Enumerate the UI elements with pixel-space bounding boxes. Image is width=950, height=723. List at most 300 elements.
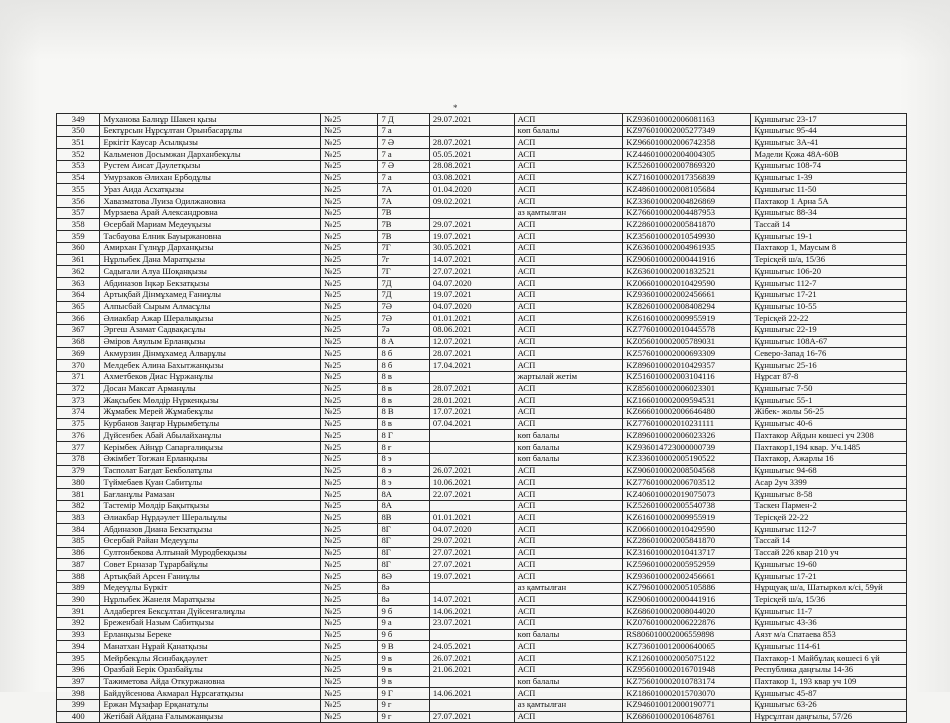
school-number-cell: №25: [321, 289, 378, 301]
row-number-cell: 376: [57, 430, 100, 442]
student-name-cell: Досан Максат Арманұлы: [100, 383, 321, 395]
date-cell: 19.07.2021: [429, 289, 514, 301]
date-cell: 14.07.2021: [429, 254, 514, 266]
date-cell: 04.07.2020: [429, 524, 514, 536]
class-cell: 8А: [378, 489, 429, 501]
category-cell: АСП: [514, 266, 623, 278]
account-number-cell: KZ976010002005277349: [623, 125, 751, 137]
address-cell: Құншығыс 3А-41: [751, 137, 907, 149]
date-cell: 01.01.2021: [429, 512, 514, 524]
student-name-cell: Мелдебек Алина Бахытжанқызы: [100, 360, 321, 372]
date-cell: 12.07.2021: [429, 336, 514, 348]
school-number-cell: №25: [321, 676, 378, 688]
row-number-cell: 362: [57, 266, 100, 278]
student-name-cell: Тажиметова Айда Откуржановна: [100, 676, 321, 688]
class-cell: 8Г: [378, 559, 429, 571]
table-row: [57, 395, 907, 407]
school-number-cell: №25: [321, 371, 378, 383]
account-number-cell: KZ636010002001832521: [623, 266, 751, 278]
school-number-cell: №25: [321, 629, 378, 641]
class-cell: 9 б: [378, 629, 429, 641]
row-number-cell: 352: [57, 149, 100, 161]
student-name-cell: Эргеш Азамат Садвақасұлы: [100, 324, 321, 336]
address-cell: Құншығыс 17-21: [751, 289, 907, 301]
account-number-cell: KZ776010002010231111: [623, 418, 751, 430]
class-cell: 7В: [378, 231, 429, 243]
account-number-cell: KZ766010002004487953: [623, 207, 751, 219]
row-number-cell: 355: [57, 184, 100, 196]
address-cell: Құншығыс 11-7: [751, 606, 907, 618]
category-cell: АСП: [514, 688, 623, 700]
row-number-cell: 370: [57, 360, 100, 372]
table-row: [57, 688, 907, 700]
address-cell: Құншығыс 112-7: [751, 278, 907, 290]
class-cell: 7ә: [378, 324, 429, 336]
address-cell: Құншығыс 1-39: [751, 172, 907, 184]
table-row: [57, 430, 907, 442]
student-name-cell: Керімбек Айнұр Сапарғалиқызы: [100, 442, 321, 454]
class-cell: 8В: [378, 512, 429, 524]
school-number-cell: №25: [321, 348, 378, 360]
address-cell: Құншығыс 63-26: [751, 699, 907, 711]
table-row: [57, 348, 907, 360]
row-number-cell: 349: [57, 114, 100, 126]
account-number-cell: KZ446010002004004305: [623, 149, 751, 161]
table-row: [57, 489, 907, 501]
student-name-cell: Артықбай Дінмұхамед Ғаниұлы: [100, 289, 321, 301]
category-cell: аз қамтылған: [514, 699, 623, 711]
student-name-cell: Бағланұлы Рамазан: [100, 489, 321, 501]
date-cell: 22.07.2021: [429, 489, 514, 501]
row-number-cell: 387: [57, 559, 100, 571]
table-row: [57, 559, 907, 571]
school-number-cell: №25: [321, 535, 378, 547]
account-number-cell: KZ776010002006703512: [623, 477, 751, 489]
date-cell: [429, 207, 514, 219]
class-cell: 8 э: [378, 465, 429, 477]
school-number-cell: №25: [321, 336, 378, 348]
category-cell: АСП: [514, 278, 623, 290]
category-cell: АСП: [514, 711, 623, 723]
table-row: [57, 301, 907, 313]
address-cell: Тассай 14: [751, 535, 907, 547]
student-name-cell: Тастемір Мөлдір Бақытқызы: [100, 500, 321, 512]
student-name-cell: Дүйсенбек Абай Абылайханұлы: [100, 430, 321, 442]
address-cell: Құншығыс 22-19: [751, 324, 907, 336]
table-row: [57, 571, 907, 583]
table-row: [57, 289, 907, 301]
class-cell: 7Г: [378, 242, 429, 254]
row-number-cell: 382: [57, 500, 100, 512]
address-cell: Пахтакор, Ажарлы 16: [751, 453, 907, 465]
row-number-cell: 391: [57, 606, 100, 618]
account-number-cell: KZ906010002008504568: [623, 465, 751, 477]
date-cell: 28.07.2021: [429, 137, 514, 149]
student-name-cell: Садығали Алуа Шоқанқызы: [100, 266, 321, 278]
address-cell: Құншығыс 43-36: [751, 617, 907, 629]
address-cell: Нұрщуақ ш/а, Шатыркөл к/сі, 59уй: [751, 582, 907, 594]
school-number-cell: №25: [321, 125, 378, 137]
account-number-cell: KZ906010002000441916: [623, 594, 751, 606]
address-cell: Құншығыс 45-87: [751, 688, 907, 700]
table-row: [57, 500, 907, 512]
address-cell: Тассай 14: [751, 219, 907, 231]
row-number-cell: 395: [57, 653, 100, 665]
table-row: [57, 360, 907, 372]
school-number-cell: №25: [321, 149, 378, 161]
class-cell: 7 а: [378, 125, 429, 137]
school-number-cell: №25: [321, 512, 378, 524]
date-cell: 19.07.2021: [429, 571, 514, 583]
category-cell: АСП: [514, 242, 623, 254]
class-cell: 8 ғ: [378, 442, 429, 454]
category-cell: АСП: [514, 547, 623, 559]
category-cell: АСП: [514, 594, 623, 606]
class-cell: 8Г: [378, 524, 429, 536]
date-cell: 14.06.2021: [429, 688, 514, 700]
address-cell: Құншығыс 94-68: [751, 465, 907, 477]
student-name-cell: Әлиакбар Ажар Шералықызы: [100, 313, 321, 325]
student-name-cell: Мурзаева Арай Александровна: [100, 207, 321, 219]
account-number-cell: KZ966010002006742358: [623, 137, 751, 149]
school-number-cell: №25: [321, 524, 378, 536]
date-cell: 26.07.2021: [429, 465, 514, 477]
school-number-cell: №25: [321, 664, 378, 676]
school-number-cell: №25: [321, 219, 378, 231]
category-cell: көп балалы: [514, 125, 623, 137]
student-name-cell: Алдабергея Бексұлтан Дүйсенғалиұлы: [100, 606, 321, 618]
student-name-cell: Ерланқызы Береке: [100, 629, 321, 641]
row-number-cell: 359: [57, 231, 100, 243]
table-row: [57, 442, 907, 454]
account-number-cell: KZ056010002005789031: [623, 336, 751, 348]
account-number-cell: KZ936014723000000739: [623, 442, 751, 454]
student-name-cell: Ержан Мұзафар Ерқанатұлы: [100, 699, 321, 711]
account-number-cell: KZ686010002008044020: [623, 606, 751, 618]
class-cell: 7 Д: [378, 114, 429, 126]
class-cell: 9 г: [378, 699, 429, 711]
school-number-cell: №25: [321, 477, 378, 489]
school-number-cell: №25: [321, 313, 378, 325]
date-cell: 10.06.2021: [429, 477, 514, 489]
date-cell: 26.07.2021: [429, 653, 514, 665]
category-cell: АСП: [514, 301, 623, 313]
school-number-cell: №25: [321, 547, 378, 559]
school-number-cell: №25: [321, 500, 378, 512]
table-row: [57, 418, 907, 430]
account-number-cell: KZ066010002010429590: [623, 524, 751, 536]
class-cell: 9 б: [378, 606, 429, 618]
school-number-cell: №25: [321, 360, 378, 372]
category-cell: аз қамтылған: [514, 582, 623, 594]
school-number-cell: №25: [321, 266, 378, 278]
table-row: [57, 653, 907, 665]
school-number-cell: №25: [321, 606, 378, 618]
table-row: [57, 629, 907, 641]
row-number-cell: 400: [57, 711, 100, 723]
address-cell: Пахтакор-1 Майбұлақ көшесі 6 үй: [751, 653, 907, 665]
address-cell: Тассай 226 квар 210 уч: [751, 547, 907, 559]
address-cell: Жібек- жолы 56-25: [751, 406, 907, 418]
category-cell: АСП: [514, 512, 623, 524]
table-row: [57, 313, 907, 325]
student-name-cell: Рустем Аисат Дәулетқызы: [100, 160, 321, 172]
row-number-cell: 361: [57, 254, 100, 266]
account-number-cell: KZ856010002006023301: [623, 383, 751, 395]
account-number-cell: KZ636010002004961935: [623, 242, 751, 254]
student-name-cell: Жетібай Айдана Ғалымжанқызы: [100, 711, 321, 723]
table-row: [57, 149, 907, 161]
category-cell: АСП: [514, 535, 623, 547]
class-cell: 9 в: [378, 664, 429, 676]
class-cell: 8ә: [378, 582, 429, 594]
account-number-cell: KZ526010002007869320: [623, 160, 751, 172]
table-row: [57, 196, 907, 208]
category-cell: АСП: [514, 418, 623, 430]
student-name-cell: Тасбауова Елник Бауыржановна: [100, 231, 321, 243]
class-cell: 7Ә: [378, 301, 429, 313]
class-cell: 9 в: [378, 676, 429, 688]
table-row: [57, 676, 907, 688]
category-cell: АСП: [514, 114, 623, 126]
date-cell: [429, 500, 514, 512]
table-row: [57, 184, 907, 196]
table-row: [57, 594, 907, 606]
date-cell: 17.07.2021: [429, 406, 514, 418]
address-cell: Пахтакор 1, 193 квар уч 109: [751, 676, 907, 688]
row-number-cell: 372: [57, 383, 100, 395]
school-number-cell: №25: [321, 641, 378, 653]
row-number-cell: 360: [57, 242, 100, 254]
account-number-cell: KZ936010002002456661: [623, 571, 751, 583]
date-cell: 03.08.2021: [429, 172, 514, 184]
row-number-cell: 371: [57, 371, 100, 383]
account-number-cell: KZ736010012000640065: [623, 641, 751, 653]
class-cell: 8 в: [378, 418, 429, 430]
address-cell: Пахтакор 1 Арна 5А: [751, 196, 907, 208]
student-name-cell: Түймебаев Қуан Сабитұлы: [100, 477, 321, 489]
table-row: [57, 617, 907, 629]
date-cell: 21.06.2021: [429, 664, 514, 676]
row-number-cell: 394: [57, 641, 100, 653]
account-number-cell: RS806010002006559898: [623, 629, 751, 641]
category-cell: АСП: [514, 254, 623, 266]
school-number-cell: №25: [321, 207, 378, 219]
category-cell: жартылай жетім: [514, 371, 623, 383]
date-cell: [429, 371, 514, 383]
account-number-cell: KZ796010002005105886: [623, 582, 751, 594]
account-number-cell: KZ286010002005841870: [623, 535, 751, 547]
date-cell: 28.01.2021: [429, 395, 514, 407]
school-number-cell: №25: [321, 699, 378, 711]
address-cell: Құншығыс 8-58: [751, 489, 907, 501]
class-cell: 8 В: [378, 406, 429, 418]
row-number-cell: 399: [57, 699, 100, 711]
class-cell: 8 б: [378, 360, 429, 372]
table-row: [57, 278, 907, 290]
address-cell: Құншығыс 11-50: [751, 184, 907, 196]
date-cell: 14.07.2021: [429, 594, 514, 606]
account-number-cell: KZ596010002005952959: [623, 559, 751, 571]
table-row: [57, 371, 907, 383]
class-cell: 8 в: [378, 383, 429, 395]
student-list-table: [56, 113, 907, 723]
row-number-cell: 381: [57, 489, 100, 501]
student-name-cell: Нұрлыбек Жанеля Маратқызы: [100, 594, 321, 606]
account-number-cell: KZ896010002006023326: [623, 430, 751, 442]
student-name-cell: Әлиакбар Нұрдәулет Шералыұлы: [100, 512, 321, 524]
class-cell: 8 Г: [378, 430, 429, 442]
class-cell: 8 в: [378, 371, 429, 383]
row-number-cell: 353: [57, 160, 100, 172]
account-number-cell: KZ936010002002456661: [623, 289, 751, 301]
scan-shadow: [0, 0, 950, 60]
date-cell: 28.07.2021: [429, 383, 514, 395]
date-cell: [429, 442, 514, 454]
table-row: [57, 137, 907, 149]
row-number-cell: 384: [57, 524, 100, 536]
table-row: [57, 453, 907, 465]
date-cell: [429, 582, 514, 594]
student-name-cell: Нұрлыбек Дана Маратқызы: [100, 254, 321, 266]
date-cell: 14.06.2021: [429, 606, 514, 618]
category-cell: АСП: [514, 149, 623, 161]
address-cell: Құншығыс 25-16: [751, 360, 907, 372]
school-number-cell: №25: [321, 559, 378, 571]
account-number-cell: KZ336010002004826869: [623, 196, 751, 208]
account-number-cell: KZ186010002015703070: [623, 688, 751, 700]
account-number-cell: KZ776010002010445578: [623, 324, 751, 336]
class-cell: 9 в: [378, 653, 429, 665]
account-number-cell: KZ826010002008408294: [623, 301, 751, 313]
address-cell: Терісқей 22-22: [751, 313, 907, 325]
class-cell: 7г: [378, 254, 429, 266]
class-cell: 7Д: [378, 289, 429, 301]
row-number-cell: 367: [57, 324, 100, 336]
category-cell: АСП: [514, 160, 623, 172]
row-number-cell: 389: [57, 582, 100, 594]
account-number-cell: KZ616010002009955919: [623, 313, 751, 325]
address-cell: Пахтакор1,194 квар. Уч.1485: [751, 442, 907, 454]
student-name-cell: Бектұрсын Нұрсұлтан Орынбасарұлы: [100, 125, 321, 137]
account-number-cell: KZ076010002006222876: [623, 617, 751, 629]
class-cell: 8 э: [378, 453, 429, 465]
school-number-cell: №25: [321, 453, 378, 465]
student-name-cell: Султонбекова Алтынай Муродбекқызы: [100, 547, 321, 559]
table-row: [57, 547, 907, 559]
class-cell: 7 Ә: [378, 137, 429, 149]
row-number-cell: 397: [57, 676, 100, 688]
student-name-cell: Ураз Аида Асхатқызы: [100, 184, 321, 196]
school-number-cell: №25: [321, 653, 378, 665]
date-cell: 08.06.2021: [429, 324, 514, 336]
account-number-cell: KZ286010002005841870: [623, 219, 751, 231]
student-name-cell: Медеуұлы Бүркіт: [100, 582, 321, 594]
address-cell: Құншығыс 106-20: [751, 266, 907, 278]
account-number-cell: KZ666010002006646480: [623, 406, 751, 418]
table-row: [57, 125, 907, 137]
student-name-cell: Тасполат Бағдат Бекболатұлы: [100, 465, 321, 477]
address-cell: Таскен Пармен-2: [751, 500, 907, 512]
school-number-cell: №25: [321, 324, 378, 336]
row-number-cell: 373: [57, 395, 100, 407]
school-number-cell: №25: [321, 172, 378, 184]
school-number-cell: №25: [321, 184, 378, 196]
student-name-cell: Байдүйсенова Акмарал Нұрсағатқызы: [100, 688, 321, 700]
table-row: [57, 266, 907, 278]
category-cell: АСП: [514, 219, 623, 231]
student-name-cell: Амирхан Гүлнұр Дарханқызы: [100, 242, 321, 254]
category-cell: АСП: [514, 664, 623, 676]
row-number-cell: 364: [57, 289, 100, 301]
date-cell: 28.08.2021: [429, 160, 514, 172]
address-cell: Терісқей ш/а, 15/36: [751, 594, 907, 606]
address-cell: Құншығыс 88-34: [751, 207, 907, 219]
table-row: [57, 465, 907, 477]
account-number-cell: KZ956010002016701948: [623, 664, 751, 676]
date-cell: 23.07.2021: [429, 617, 514, 629]
school-number-cell: №25: [321, 160, 378, 172]
class-cell: 9 г: [378, 711, 429, 723]
address-cell: Құншығыс 17-21: [751, 571, 907, 583]
class-cell: 9 В: [378, 641, 429, 653]
student-name-cell: Абдиназов Іңкәр Бекзатқызы: [100, 278, 321, 290]
table-row: [57, 114, 907, 126]
address-cell: Құншығыс 112-7: [751, 524, 907, 536]
table-row: [57, 582, 907, 594]
school-number-cell: №25: [321, 254, 378, 266]
date-cell: 27.07.2021: [429, 547, 514, 559]
date-cell: [429, 629, 514, 641]
date-cell: 29.07.2021: [429, 114, 514, 126]
account-number-cell: KZ526010002005540738: [623, 500, 751, 512]
student-name-cell: Алпысбай Сырым Алмасұлы: [100, 301, 321, 313]
table-row: [57, 383, 907, 395]
account-number-cell: KZ936010002006081163: [623, 114, 751, 126]
student-name-cell: Жақсыбек Мөлдір Нүркенқызы: [100, 395, 321, 407]
address-cell: Пахтакор 1, Маусым 8: [751, 242, 907, 254]
class-cell: 7А: [378, 184, 429, 196]
scan-mark: *: [453, 103, 458, 113]
category-cell: АСП: [514, 172, 623, 184]
date-cell: 27.07.2021: [429, 711, 514, 723]
student-name-cell: Манатхан Нұрай Қанатқызы: [100, 641, 321, 653]
table-row: [57, 711, 907, 723]
date-cell: [429, 125, 514, 137]
address-cell: Құншығыс 95-44: [751, 125, 907, 137]
account-number-cell: KZ356010002010549930: [623, 231, 751, 243]
table-row: [57, 477, 907, 489]
school-number-cell: №25: [321, 594, 378, 606]
date-cell: 24.05.2021: [429, 641, 514, 653]
row-number-cell: 350: [57, 125, 100, 137]
account-number-cell: KZ946010012000190771: [623, 699, 751, 711]
category-cell: АСП: [514, 524, 623, 536]
student-name-cell: Еркігіт Каусар Асылқызы: [100, 137, 321, 149]
table-row: [57, 699, 907, 711]
address-cell: Республика даңғылы 14-36: [751, 664, 907, 676]
account-number-cell: KZ406010002019075073: [623, 489, 751, 501]
address-cell: Құншығыс 55-1: [751, 395, 907, 407]
date-cell: 07.04.2021: [429, 418, 514, 430]
school-number-cell: №25: [321, 688, 378, 700]
class-cell: 8Г: [378, 547, 429, 559]
table-row: [57, 606, 907, 618]
account-number-cell: KZ906010002000441916: [623, 254, 751, 266]
student-name-cell: Умурзаков Әлихан Ербодұлы: [100, 172, 321, 184]
class-cell: 8 А: [378, 336, 429, 348]
school-number-cell: №25: [321, 711, 378, 723]
